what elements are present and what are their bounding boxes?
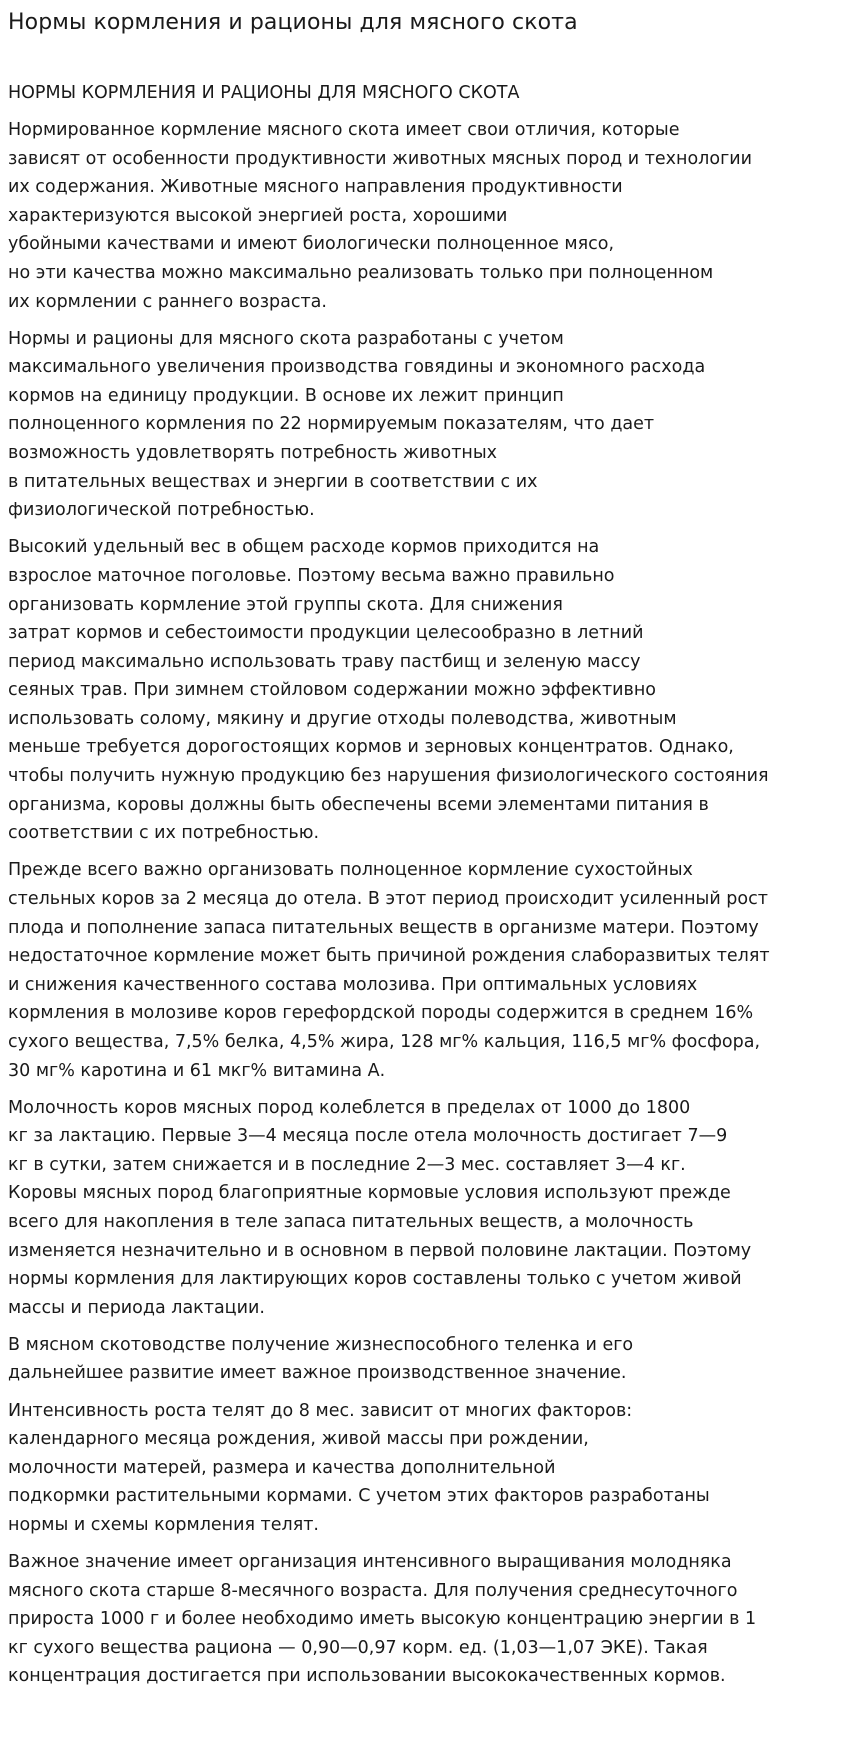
paragraph-8: Важное значение имеет организация интенсивного выращивания молодняка мясного скота старше 8-месячного возраста. Для получения среднесуточного прироста 1000 г и более необходимо иметь высокую концентрацию энергии в 1 кг сухого вещества рациона — 0,90—0,97 корм. ед. (1,03—1,07 ЭКЕ). Такая концентрация достигается при использовании высококачественных кормов. [8, 1552, 757, 1687]
page-title: Нормы кормления и рационы для мясного скота [8, 10, 578, 35]
paragraph-2: Нормы и рационы для мясного скота разработаны с учетом максимального увеличения производства говядины и экономного расхода кормов на единицу продукции. В основе их лежит принцип полноценного кормления по 22 нормируемым показателям, что дает возможность удовлетворять потребность животных в питательных веществах и энергии в соответствии с их физиологической потребностью. [8, 328, 706, 521]
paragraph-4: Прежде всего важно организовать полноценное кормление сухостойных стельных коров за 2 месяца до отела. В этот период происходит усиленный рост плода и пополнение запаса питательных веществ в организме матери. Поэтому недостаточное кормление может быть причиной рождения слаборазвитых телят и снижения качественного состава молозива. При оптимальных условиях кормления в молозиве коров герефордской породы содержится в среднем 16% сухого вещества, 7,5% белка, 4,5% жира, 128 мг% кальция, 116,5 мг% фосфора, 30 мг% каротина и 61 мкг% витамина А. [8, 860, 770, 1081]
section-heading: НОРМЫ КОРМЛЕНИЯ И РАЦИОНЫ ДЛЯ МЯСНОГО СКОТА [8, 83, 520, 103]
paragraph-1: Нормированное кормление мясного скота имеет свои отличия, которые зависят от особенности продуктивности животных мясных пород и технологии их содержания. Животные мясного направления продуктивности характеризуются высокой энергией роста, хорошими убойными качествами и имеют биологически полноценное мясо, но эти качества можно максимально реализовать только при полноценном их кормлении с раннего возраста. [8, 120, 753, 312]
paragraph-3: Высокий удельный вес в общем расходе кормов приходится на взрослое маточное поголовье. Поэтому весьма важно правильно организовать кормление этой группы скота. Для снижения затрат кормов и себестоимости продукции целесообразно в летний период максимально использовать траву пастбищ и зеленую массу сеяных трав. При зимнем стойловом содержании можно эффективно использовать солому, мякину и другие отходы полеводства, животным меньше требуется дорогостоящих кормов и зерновых концентратов. Однако, чтобы получить нужную продукцию без нарушения физиологического состояния организма, коровы должны быть обеспечены всеми элементами питания в соответствии с их потребностью. [8, 537, 769, 844]
paragraph-7: Интенсивность роста телят до 8 мес. зависит от многих факторов: календарного месяца рождения, живой массы при рождении, молочности матерей, размера и качества дополнительной подкормки растительными кормами. С учетом этих факторов разработаны нормы и схемы кормления телят. [8, 1400, 710, 1535]
paragraph-5: Молочность коров мясных пород колеблется в пределах от 1000 до 1800 кг за лактацию. Первые 3—4 месяца после отела молочность достигает 7—9 кг в сутки, затем снижается и в последние 2—3 мес. составляет 3—4 кг. Коровы мясных пород благоприятные кормовые условия используют прежде всего для накопления в теле запаса питательных веществ, а молочность изменяется незначительно и в основном в первой половине лактации. Поэтому нормы кормления для лактирующих коров составлены только с учетом живой массы и периода лактации. [8, 1097, 752, 1318]
paragraph-6: В мясном скотоводстве получение жизнеспособного теленка и его дальнейшее развитие имеет важное производственное значение. [8, 1334, 634, 1384]
article-body [8, 116, 843, 1691]
